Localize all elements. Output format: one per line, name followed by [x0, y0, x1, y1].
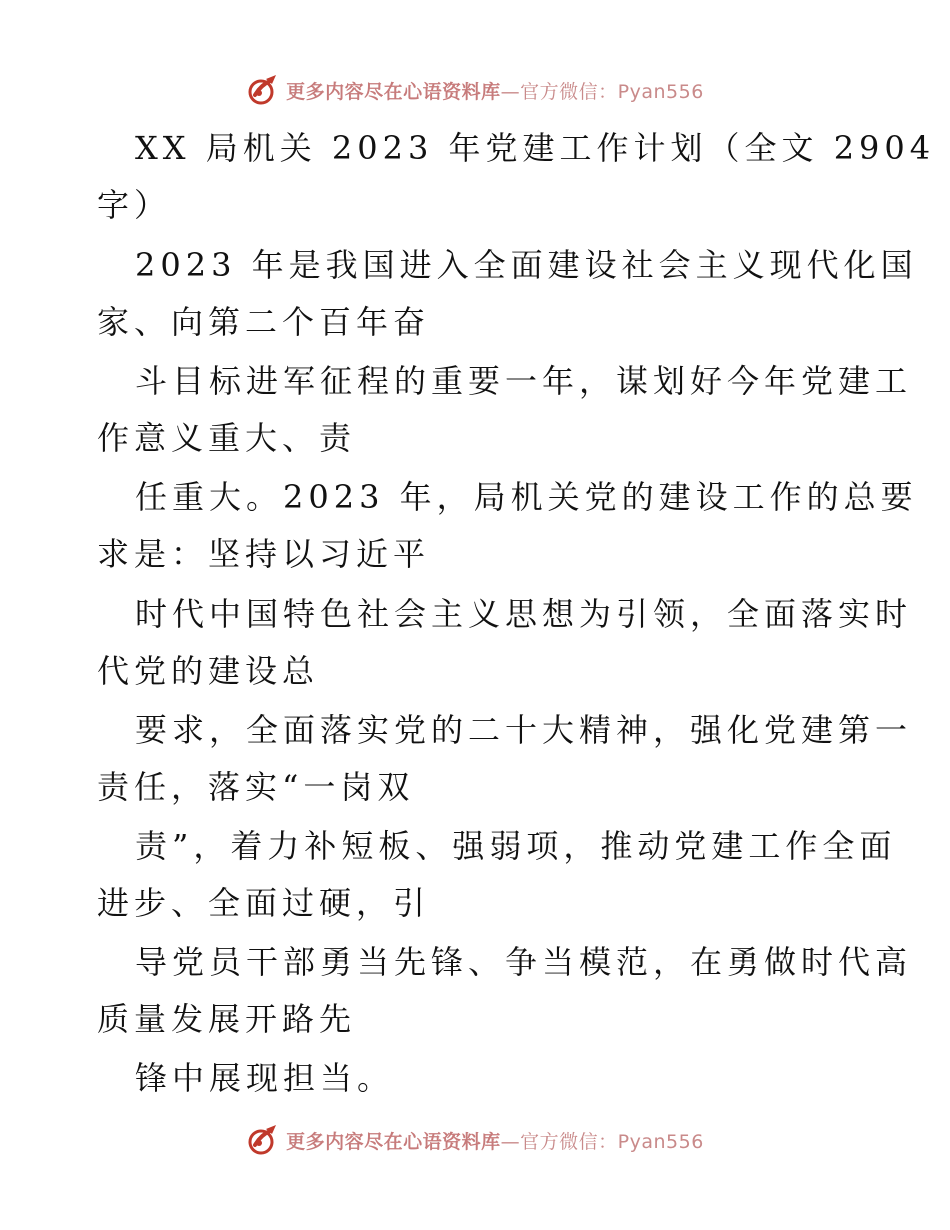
- title-line-1: XX 局机关 2023 年党建工作计划（全文 2904: [135, 129, 936, 167]
- paragraph-line: 求是：坚持以习近平: [97, 535, 431, 573]
- paragraph-line: 任重大。2023 年，局机关党的建设工作的总要: [135, 478, 918, 516]
- watermark-dash: —: [500, 80, 521, 103]
- footer-watermark: [0, 1120, 950, 1160]
- paragraph-line: 导党员干部勇当先锋、争当模范，在勇做时代高: [135, 943, 913, 981]
- paragraph-line: 要求，全面落实党的二十大精神，强化党建第一: [135, 711, 913, 749]
- paragraph-line: 斗目标进军征程的重要一年，谋划好今年党建工: [135, 362, 913, 400]
- paragraph-line: 进步、全面过硬，引: [97, 884, 431, 922]
- paragraph-line: 家、向第二个百年奋: [97, 303, 431, 341]
- title-line-2: 字）: [97, 186, 172, 224]
- watermark-dash: —: [500, 1130, 521, 1153]
- paragraph-line: 作意义重大、责: [97, 419, 357, 457]
- watermark-site-text: 更多内容尽在心语资料库: [286, 1130, 501, 1153]
- brush-seal-logo-icon: [246, 1123, 280, 1157]
- paragraph-line: 时代中国特色社会主义思想为引领，全面落实时: [135, 595, 913, 633]
- paragraph-line: 责”，着力补短板、强弱项，推动党建工作全面: [135, 827, 897, 865]
- paragraph-line: 质量发展开路先: [97, 1000, 357, 1038]
- paragraph-line: 责任，落实“一岗双: [97, 768, 415, 806]
- paragraph-line: 锋中展现担当。: [135, 1059, 395, 1097]
- paragraph-line: 代党的建设总: [97, 652, 320, 690]
- watermark-text: [286, 1127, 704, 1154]
- watermark-contact-text: 官方微信：Pyan556: [520, 1130, 704, 1153]
- watermark-site-text: 更多内容尽在心语资料库: [286, 80, 501, 103]
- watermark-contact-text: 官方微信：Pyan556: [520, 80, 704, 103]
- paragraph-line: 2023 年是我国进入全面建设社会主义现代化国: [135, 246, 918, 284]
